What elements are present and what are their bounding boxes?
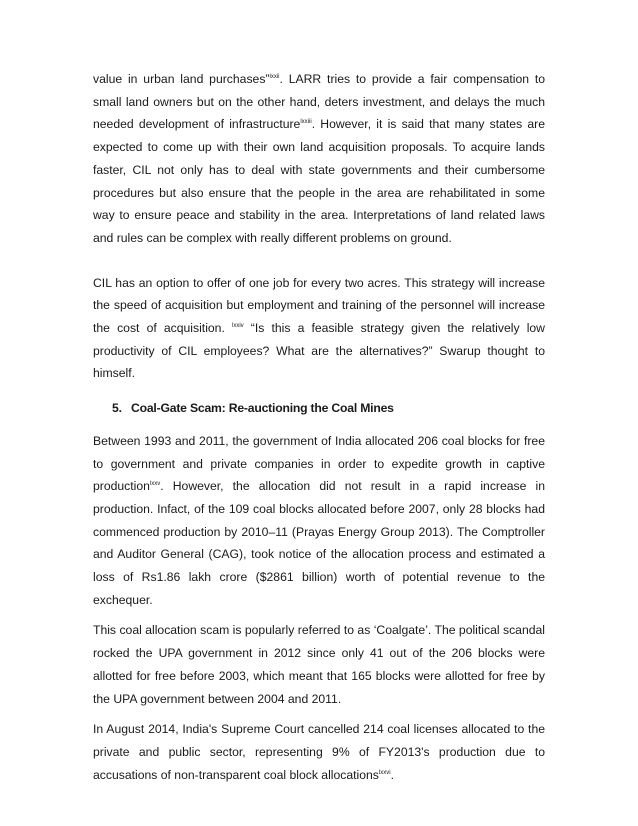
footnote-ref: lxxii <box>269 74 280 80</box>
paragraph-supreme-court: In August 2014, India's Supreme Court cancelled 214 coal licenses allocated to the private and public sector, representing 9% of FY2013's production due to accusations of non-transparent coal block allocations$^{lxxvi}$. <box>93 722 545 782</box>
section-heading <box>93 397 545 420</box>
section-number: 5. <box>112 401 122 416</box>
footnote-ref: lxxv <box>149 481 161 488</box>
footnote-ref: lxxiv <box>231 323 244 330</box>
section-title: Coal-Gate Scam: Re-auctioning the Coal Mines <box>131 401 394 416</box>
paragraph-coalgate: This coal allocation scam is popularly referred to as ‘Coalgate’. The political scandal rocked the UPA government in 2012 since only 41 out of the 206 blocks were allotted for free before 2003, which meant that 165 blocks were allotted for free by the UPA government between 2004 and 2011. <box>93 623 545 706</box>
paragraph-coal-allocation: Between 1993 and 2011, the government of India allocated 206 coal blocks for free to government and private companies in order to expedite growth in captive production$^{lxxv}$. However, the allocation did not result in a rapid increase in production. Infact, of the 109 coal blocks allocated before 2007, only 28 blocks had commenced production by 2010–11 (Prayas Energy Group 2013). The Comptroller and Auditor General (CAG), took notice of the allocation process and estimated a loss of Rs1.86 lakh crore ($2861 billion) worth of potential revenue to the exchequer. <box>93 433 545 607</box>
footnote-ref: lxxvi <box>378 769 391 776</box>
paragraph-job-strategy: CIL has an option to offer of one job for every two acres. This strategy will increase the speed of acquisition but employment and training of the personnel will increase the cost of acquisition. $^{lxxiv}$ “Is this a feasible strategy given the relatively low productivity of CIL employees? What are the alternatives?” Swarup thought to himself. <box>93 275 545 381</box>
footnote-ref: lxxiii <box>300 119 312 126</box>
paragraph-land-acquisition: value in urban land purchases”$^{lxxii}$. LARR tries to provide a fair compensation to small land owners but on the other hand, deters investment, and delays the much needed development of infrastructure$^{lxxiii}$. However, it is said that many states are expected to come up with their own land acquisition proposals. To acquire lands faster, CIL not only has to deal with state governments and their cumbersome procedures but also ensure that the people in the area are rehabilitated in some way to ensure peace and stability in the area. Interpretations of land related laws and rules can be complex with really different problems on ground. <box>93 72 545 245</box>
